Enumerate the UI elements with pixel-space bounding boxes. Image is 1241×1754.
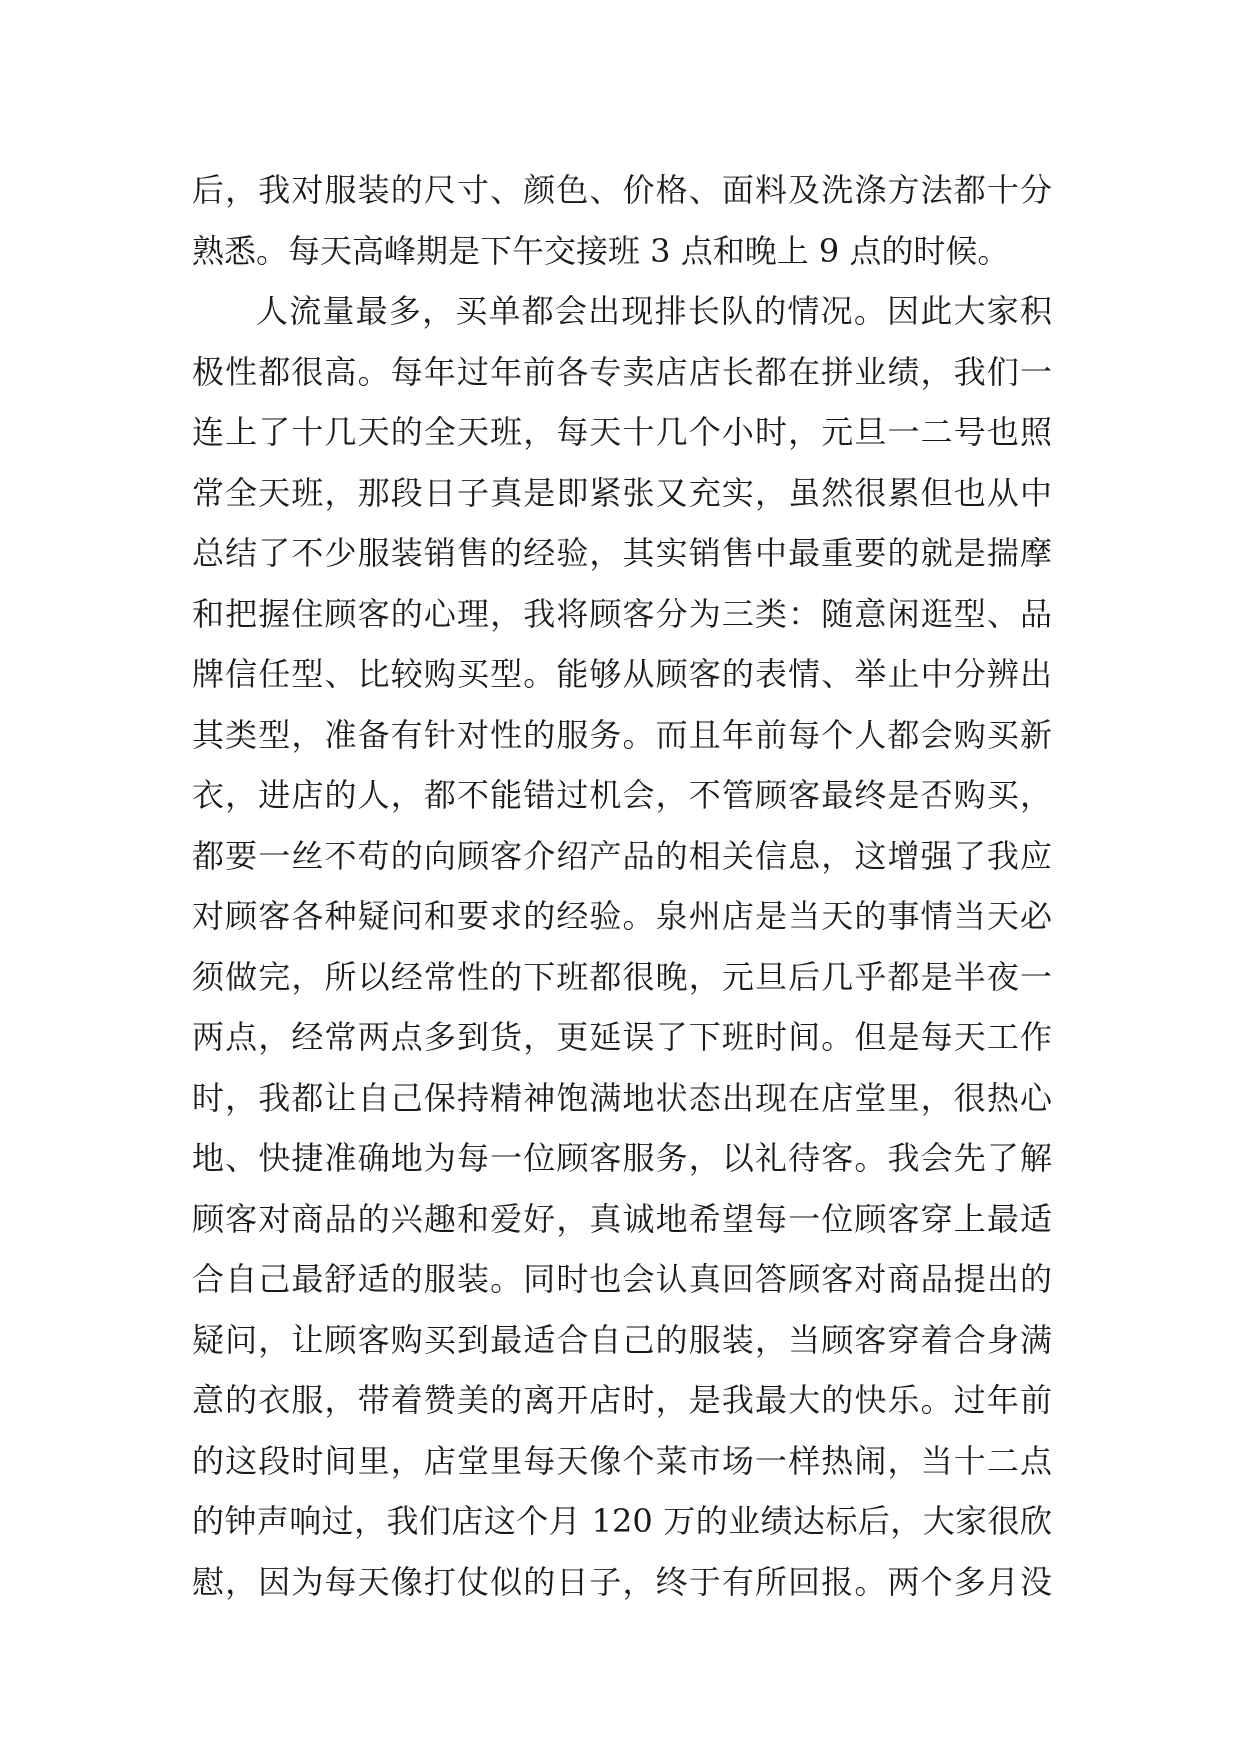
text-line: 其类型，准备有针对性的服务。而且年前每个人都会购买新 [192, 715, 1052, 754]
document-body [192, 160, 1052, 1612]
text-line: 衣，进店的人，都不能错过机会，不管顾客最终是否购买， [192, 776, 1052, 814]
text-line: 连上了十几天的全天班，每天十几个小时，元旦一二号也照 [192, 413, 1052, 451]
text-line: 极性都很高。每年过年前各专卖店店长都在拼业绩，我们一 [192, 352, 1052, 391]
text-line: 常全天班，那段日子真是即紧张又充实，虽然很累但也从中 [192, 473, 1052, 512]
text-line: 熟悉。每天高峰期是下午交接班 3 点和晚上 9 点的时候。 [192, 231, 1010, 270]
text-line: 合自己最舒适的服装。同时也会认真回答顾客对商品提出的 [192, 1260, 1052, 1298]
text-line: 的钟声响过，我们店这个月 120 万的业绩达标后，大家很欣 [192, 1502, 1052, 1540]
text-line: 牌信任型、比较购买型。能够从顾客的表情、举止中分辨出 [192, 655, 1052, 693]
text-line: 地、快捷准确地为每一位顾客服务，以礼待客。我会先了解 [192, 1139, 1052, 1177]
paragraph-first-line: 人流量最多，买单都会出现排长队的情况。因此大家积 [256, 292, 1052, 330]
text-line: 两点，经常两点多到货，更延误了下班时间。但是每天工作 [192, 1018, 1052, 1056]
text-line: 和把握住顾客的心理，我将顾客分为三类：随意闲逛型、品 [192, 594, 1052, 633]
text-line: 对顾客各种疑问和要求的经验。泉州店是当天的事情当天必 [192, 897, 1052, 935]
text-line: 顾客对商品的兴趣和爱好，真诚地希望每一位顾客穿上最适 [192, 1199, 1052, 1238]
text-line: 总结了不少服装销售的经验，其实销售中最重要的就是揣摩 [192, 534, 1052, 572]
text-line: 的这段时间里，店堂里每天像个菜市场一样热闹，当十二点 [192, 1441, 1052, 1480]
text-line: 慰，因为每天像打仗似的日子，终于有所回报。两个多月没 [192, 1562, 1052, 1601]
text-line: 须做完，所以经常性的下班都很晚，元旦后几乎都是半夜一 [192, 957, 1052, 996]
text-line: 后，我对服装的尺寸、颜色、价格、面料及洗涤方法都十分 [192, 171, 1052, 209]
text-line: 疑问，让顾客购买到最适合自己的服装，当顾客穿着合身满 [192, 1320, 1052, 1359]
text-line: 时，我都让自己保持精神饱满地状态出现在店堂里，很热心 [192, 1078, 1052, 1117]
text-line: 意的衣服，带着赞美的离开店时，是我最大的快乐。过年前 [192, 1381, 1052, 1419]
text-line: 都要一丝不苟的向顾客介绍产品的相关信息，这增强了我应 [192, 836, 1052, 875]
